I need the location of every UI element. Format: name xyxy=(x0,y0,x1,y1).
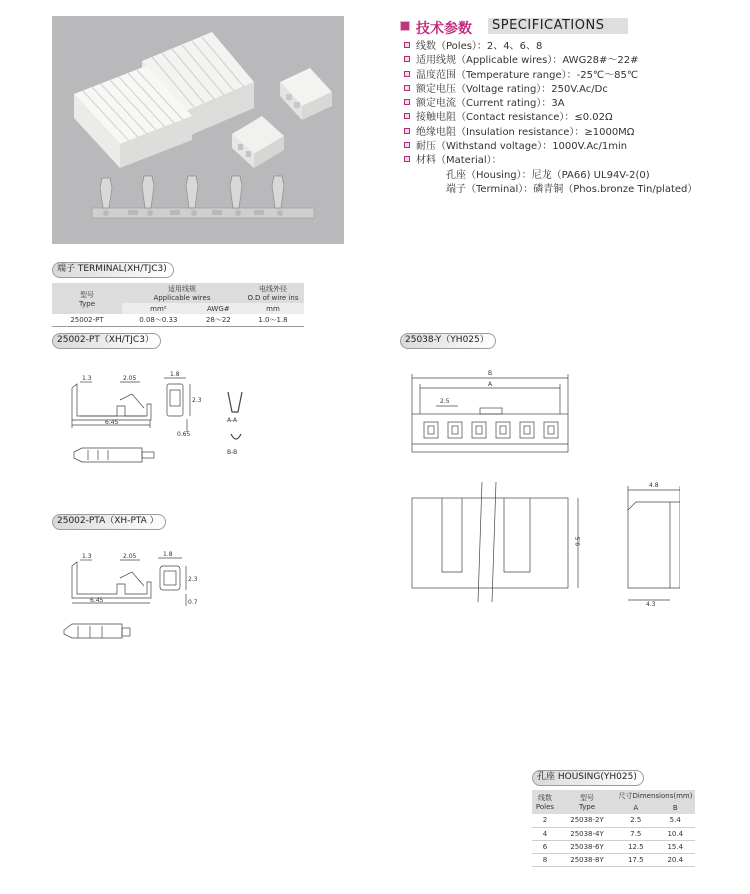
bullet-icon xyxy=(404,113,410,119)
pt-drawing xyxy=(60,370,260,485)
header-dimensions: 尺寸Dimensions(mm) xyxy=(618,792,693,800)
dim-2-3: 2.3 xyxy=(188,576,198,583)
spec-item: 额定电流（Current rating）：3A xyxy=(404,97,744,111)
section-a-a: A-A xyxy=(227,417,238,424)
table-row: 8 25038-8Y 17.5 20.4 xyxy=(532,853,695,866)
header-type: 型号 Type xyxy=(78,290,96,308)
spec-item: 绝缘电阻（Insulation resistance）：≥1000MΩ xyxy=(404,126,744,140)
dim-9-5: 9.5 xyxy=(575,536,582,546)
header-a: A xyxy=(633,804,639,812)
dim-0-7: 0.7 xyxy=(188,599,198,606)
housing-drawing-label: 25038-Y（YH025） xyxy=(400,333,496,349)
bullet-icon xyxy=(404,99,410,105)
terminal-table-header xyxy=(52,283,304,303)
dim-1-8: 1.8 xyxy=(170,371,180,378)
bullet-icon xyxy=(404,71,410,77)
spec-item: 适用线规（Applicable wires）：AWG28#～22# xyxy=(404,54,744,68)
housing-2pole xyxy=(280,68,332,120)
dim-0-65: 0.65 xyxy=(177,431,191,438)
housing-table-header xyxy=(532,790,695,802)
material-housing: 孔座（Housing）：尼龙（PA66) UL94V-2(0) xyxy=(446,169,650,181)
header-od: 电线外径 O.D of wire ins xyxy=(247,285,299,302)
dim-1-3: 1.3 xyxy=(82,375,92,382)
pta-drawing xyxy=(60,548,210,663)
dim-2-3: 2.3 xyxy=(192,397,202,404)
spec-title-cn: 技术参数 xyxy=(416,21,472,37)
dim-2-05: 2.05 xyxy=(123,553,137,560)
spec-item: 温度范围（Temperature range）：-25℃～85℃ xyxy=(404,69,744,83)
bullet-icon xyxy=(404,56,410,62)
section-b-b: B-B xyxy=(227,449,238,456)
dim-6-45: 6.45 xyxy=(90,597,104,604)
dim-4-3: 4.3 xyxy=(646,601,656,608)
table-row: 6 25038-6Y 12.5 15.4 xyxy=(532,840,695,853)
material-terminal: 端子（Terminal）：磷青铜（Phos.bronze Tin/plated） xyxy=(446,183,698,195)
spec-list xyxy=(404,40,744,197)
dim-2-05: 2.05 xyxy=(123,375,137,382)
dim-6-45: 6.45 xyxy=(105,419,119,426)
heading-square-icon xyxy=(400,21,410,31)
pt-section-label: 25002-PT（XH/TJC3） xyxy=(52,333,161,349)
dim-2-5: 2.5 xyxy=(440,398,450,405)
dim-1-3: 1.3 xyxy=(82,553,92,560)
housing-section-label: 孔座 HOUSING(YH025) xyxy=(532,770,644,786)
header-poles: 线数 Poles xyxy=(535,794,555,811)
dim-b: B xyxy=(488,370,493,377)
terminal-strip xyxy=(92,176,314,218)
table-row: 4 25038-4Y 7.5 10.4 xyxy=(532,827,695,840)
spec-title-en: SPECIFICATIONS xyxy=(492,18,605,33)
bullet-icon xyxy=(404,85,410,91)
terminal-table xyxy=(52,283,304,327)
spec-item: 材料（Material）： xyxy=(404,154,744,168)
header-applicable-wires: 适用线规 Applicable wires xyxy=(153,285,211,302)
bullet-icon xyxy=(404,142,410,148)
bullet-icon xyxy=(404,42,410,48)
spec-item: 额定电压（Voltage rating）：250V.Ac/Dc xyxy=(404,83,744,97)
subheader-awg: AWG# xyxy=(207,304,230,313)
subheader-mm: mm xyxy=(266,304,280,313)
housing-table xyxy=(532,790,695,867)
table-row: 2 25038-2Y 2.5 5.4 xyxy=(532,814,695,827)
product-photo xyxy=(52,16,344,244)
bullet-icon xyxy=(404,128,410,134)
spec-item: 线数（Poles）：2、4、6、8 xyxy=(404,40,744,54)
housing-2pole-side xyxy=(232,116,284,168)
dim-1-8: 1.8 xyxy=(163,551,173,558)
housing-drawing xyxy=(400,362,680,612)
spec-item: 接触电阻（Contact resistance）：≤0.02Ω xyxy=(404,111,744,125)
dim-a: A xyxy=(488,381,493,388)
specifications-heading xyxy=(400,18,628,36)
terminal-section-label: 端子 TERMINAL(XH/TJC3) xyxy=(52,262,174,278)
bullet-icon xyxy=(404,156,410,162)
header-type: 型号 Type xyxy=(578,794,596,811)
table-row: 25002-PT 0.08～0.33 28～22 1.0～1.8 xyxy=(52,314,304,326)
dim-4-8: 4.8 xyxy=(649,482,659,489)
header-b: B xyxy=(672,804,678,812)
spec-item: 耐压（Withstand voltage）：1000V.Ac/1min xyxy=(404,140,744,154)
subheader-mm2: mm² xyxy=(150,304,167,313)
pta-section-label: 25002-PTA（XH-PTA ） xyxy=(52,514,166,530)
